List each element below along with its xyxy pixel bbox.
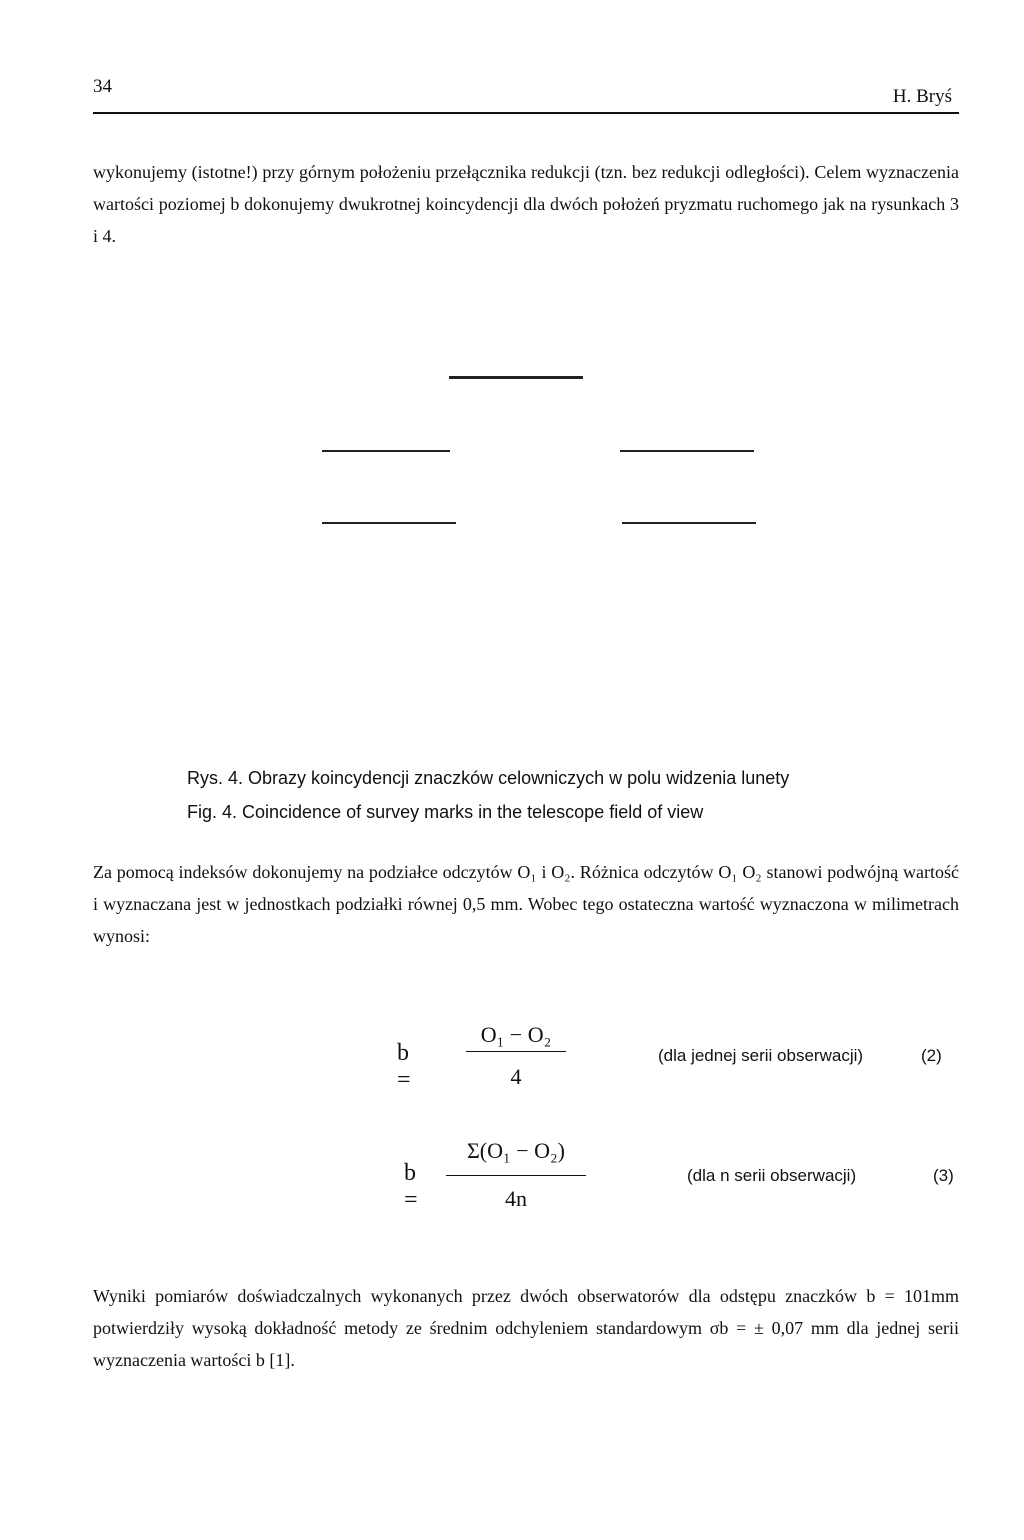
mark-line-low-left [322,522,456,524]
paragraph-intro: wykonujemy (istotne!) przy górnym położeniu przełącznika redukcji (tzn. bez redukcji odległości). Celem wyznaczenia wartości poziomej b dokonujemy dwukrotnej koincydencji dla dwóch położeń pryzmatu ruchomego jak na rysunkach 3 i 4. [93,162,959,246]
formula-3-note: (dla n serii obserwacji) [687,1166,857,1185]
formula-2-fraction-bar [466,1051,566,1052]
formula-2-number: (2) [921,1046,942,1065]
formula-3-numerator: Σ(O₁ − O₂) [467,1138,565,1163]
formula-3-fraction-bar [446,1175,586,1176]
page-number: 34 [93,76,112,97]
formula-2-lhs: b = [397,1040,411,1093]
header-rule [93,112,959,114]
paragraph-indices: Za pomocą indeksów dokonujemy na podziałce odczytów O₁ i O₂. Różnica odczytów O₁ O₂ stanowi podwójną wartość i wyznaczana jest w jednostkach podziałki równej 0,5 mm. Wobec tego ostateczna wartość wyznaczona w milimetrach wynosi: [93,862,959,946]
formula-3-denominator: 4n [505,1186,527,1211]
mark-line-mid-left [322,450,450,452]
formula-2-denominator: 4 [510,1064,522,1089]
figure-caption-english: Fig. 4. Coincidence of survey marks in the telescope field of view [187,802,704,822]
formula-2-note: (dla jednej serii obserwacji) [658,1046,864,1065]
formula-3-lhs: b = [404,1160,418,1213]
mark-line-low-right [622,522,756,524]
formula-2-numerator: O₁ − O₂ [480,1022,552,1047]
paragraph-results: Wyniki pomiarów doświadczalnych wykonanych przez dwóch obserwatorów dla odstępu znaczków b = 101mm potwierdziły wysoką dokładność metody ze średnim odchyleniem standardowym σb = ± 0,07 mm dla jednej serii wyznaczenia wartości b [1]. [93,1286,959,1370]
mark-line-top [449,376,583,379]
mark-line-mid-right [620,450,754,452]
running-author: H. Bryś [892,86,952,107]
formula-3-number: (3) [933,1166,954,1185]
figure-caption-polish: Rys. 4. Obrazy koincydencji znaczków celowniczych w polu widzenia lunety [187,768,790,788]
